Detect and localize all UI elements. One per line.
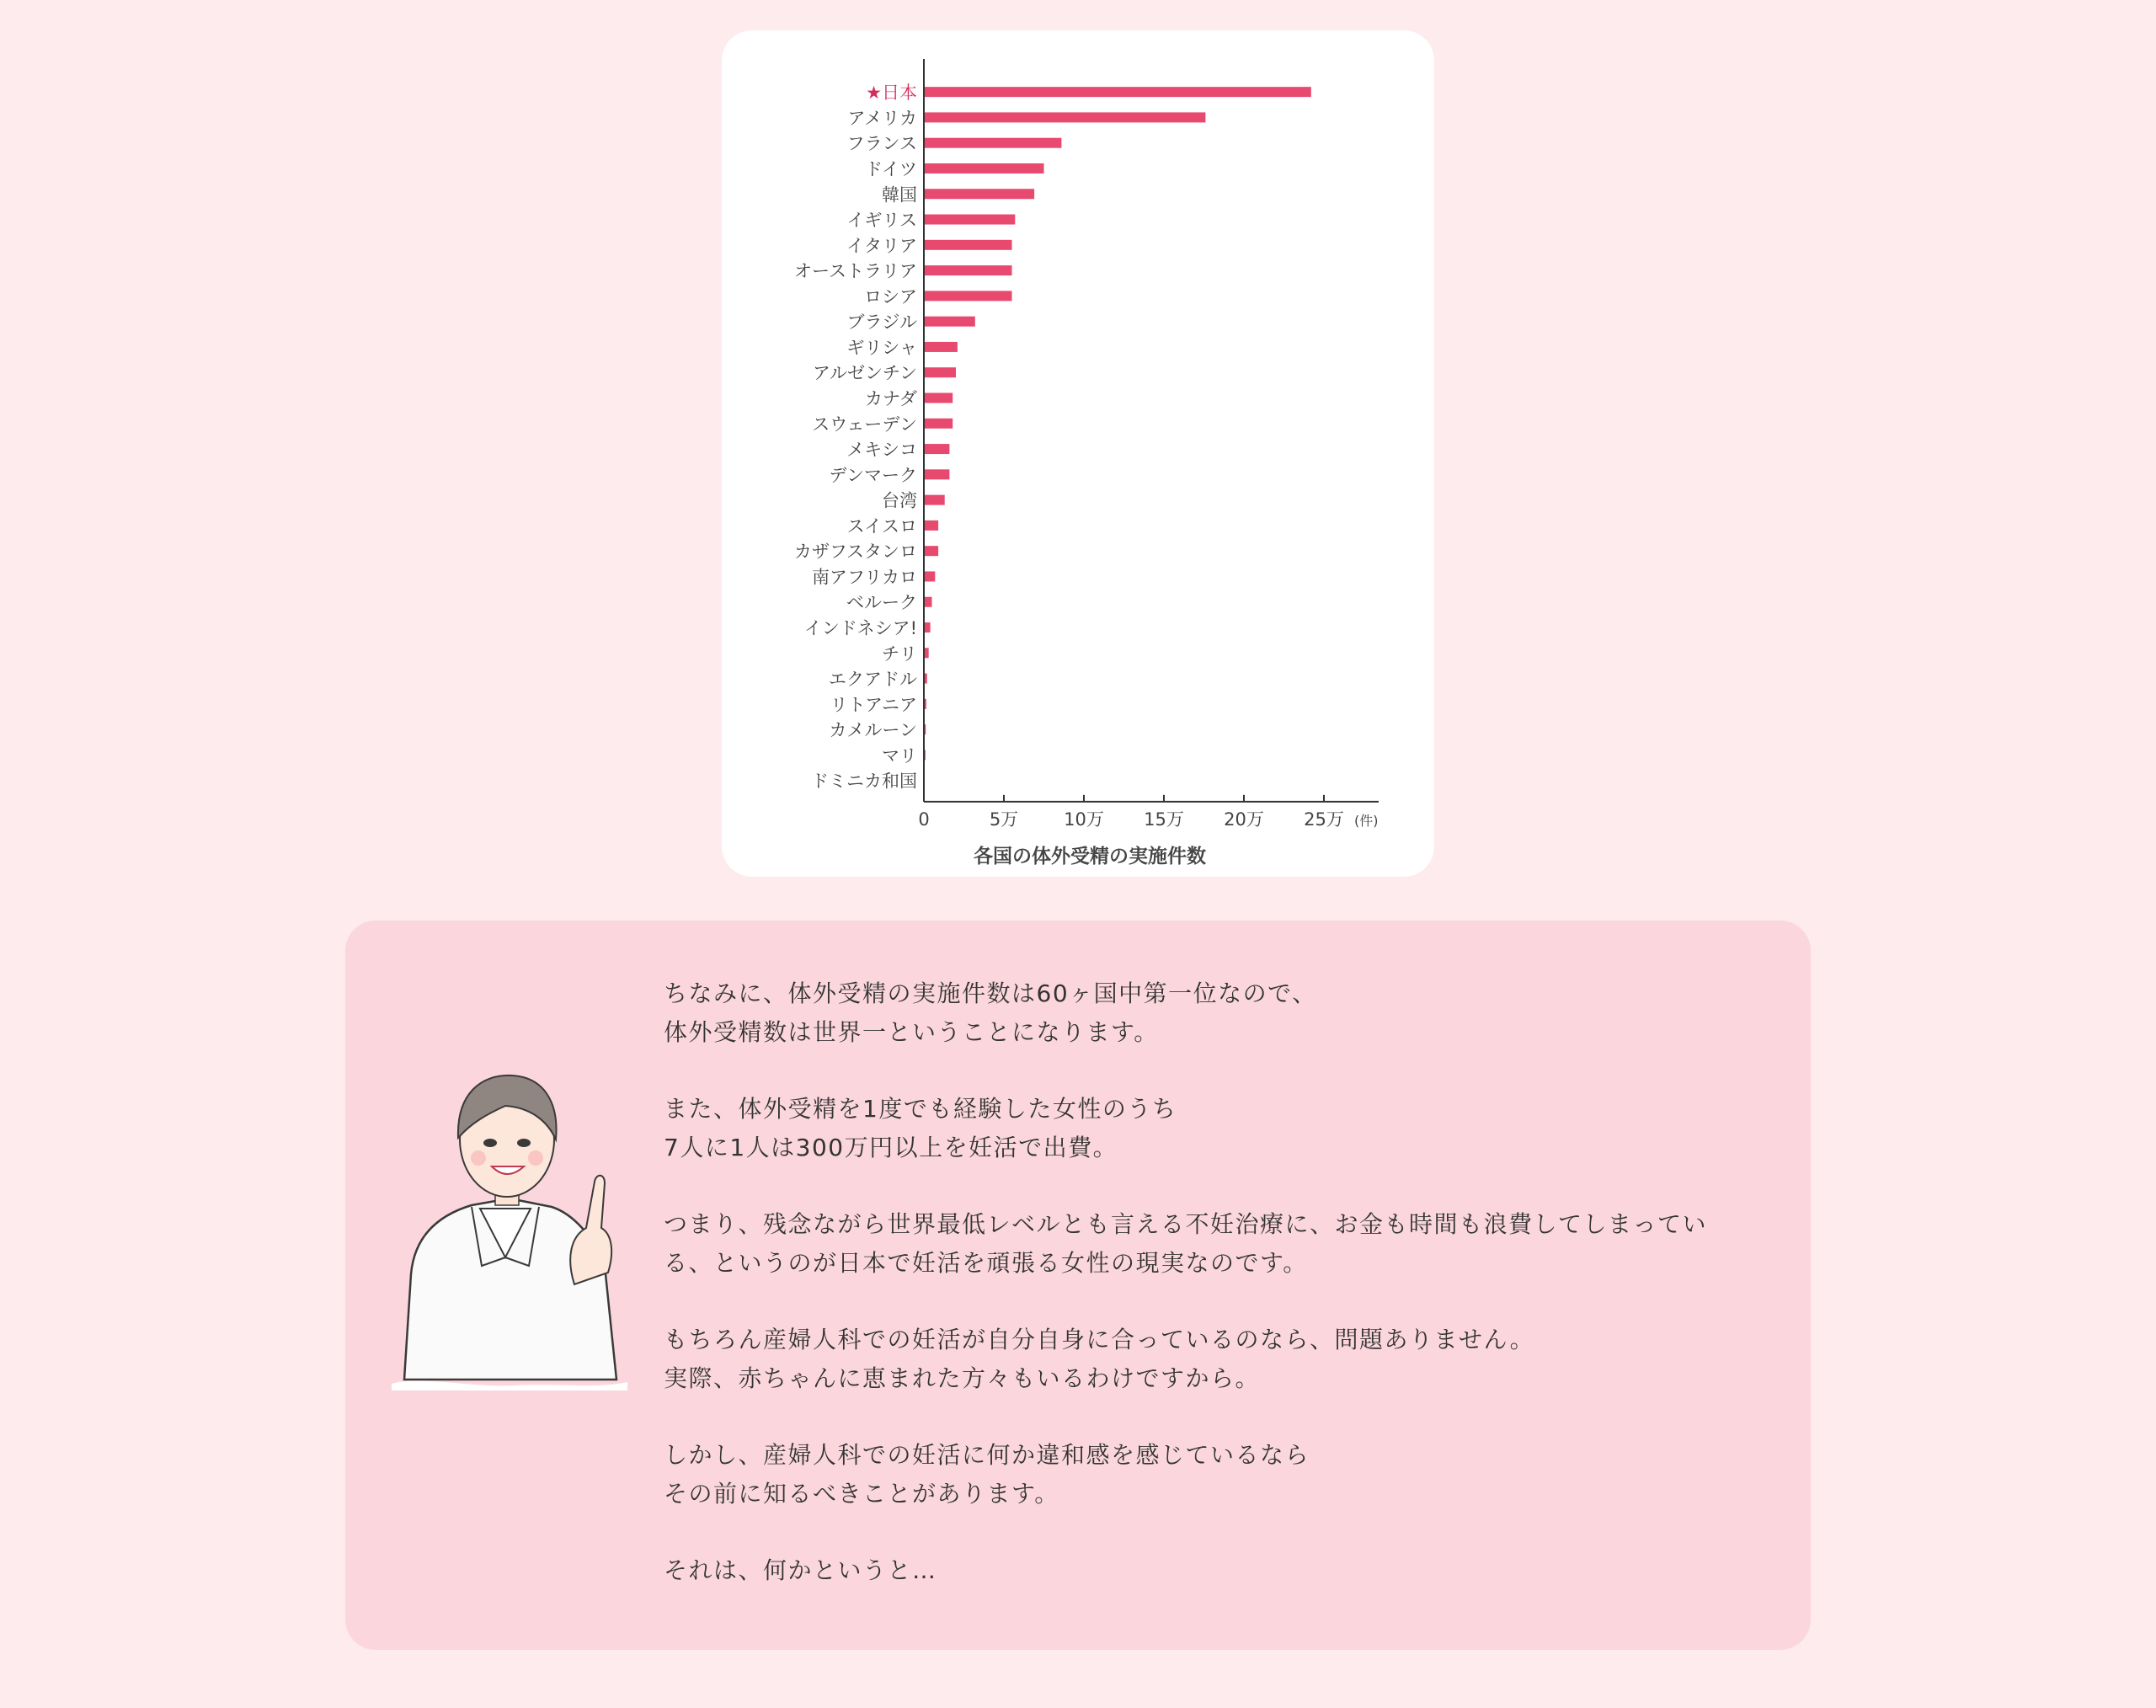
paragraph (664, 1090, 1750, 1167)
bar (924, 495, 945, 505)
x-tick-label: 15万 (1144, 809, 1184, 830)
category-label: ギリシャ (846, 337, 917, 358)
category-label: ブラジル (846, 312, 917, 333)
bar (924, 622, 931, 632)
text-line: 7人に1人は300万円以上を妊活で出費。 (664, 1134, 1118, 1161)
paragraph (664, 1321, 1750, 1398)
text-line: 体外受精数は世界一ということになります。 (664, 1018, 1159, 1046)
category-label: エクアドル (829, 669, 917, 690)
paragraph (664, 1551, 1750, 1590)
chart-card (722, 30, 1434, 877)
category-label: イギリス (846, 210, 917, 231)
category-label: オーストラリア (794, 261, 917, 282)
category-label: 南アフリカロ (812, 567, 917, 588)
bar (924, 240, 1012, 250)
text-line: その前に知るべきことがあります。 (664, 1480, 1059, 1508)
bar (924, 189, 1034, 199)
text-line: また、体外受精を1度でも経験した女性のうち (664, 1095, 1177, 1123)
category-label: 台湾 (882, 490, 917, 511)
x-tick-label: 0 (918, 809, 930, 830)
text-line: しかし、産婦人科での妊活に何か違和感を感じているなら (664, 1441, 1310, 1469)
category-label: マリ (882, 745, 917, 766)
x-tick-label: 20万 (1224, 809, 1264, 830)
category-label: フランス (846, 133, 917, 154)
bar (924, 419, 953, 429)
text-line: それは、何かというと… (664, 1556, 937, 1584)
category-label: イタリア (846, 235, 917, 256)
category-label-highlight: ★日本 (866, 83, 917, 104)
doctor-pointing-icon (387, 1055, 632, 1392)
bar (924, 112, 1205, 122)
ivf-bar-chart (722, 30, 1434, 877)
category-label: ベルーク (846, 592, 917, 613)
category-label: カメルーン (829, 720, 917, 741)
category-label: デンマーク (829, 465, 917, 486)
category-label: ドイツ (865, 158, 917, 179)
paragraph (664, 1436, 1750, 1513)
text-line: る、というのが日本で妊活を頑張る女性の現実なのです。 (664, 1249, 1308, 1277)
bar (924, 571, 935, 581)
category-label: カナダ (865, 388, 917, 409)
bar (924, 469, 949, 479)
message-card (345, 921, 1811, 1650)
bar (924, 367, 956, 377)
bar (924, 265, 1012, 275)
x-tick-label: 10万 (1064, 809, 1104, 830)
bar (924, 342, 958, 352)
bar (924, 87, 1311, 97)
category-label: スウェーデン (812, 414, 917, 435)
category-label: アルゼンチン (812, 363, 917, 384)
bar (924, 163, 1044, 173)
category-label: メキシコ (846, 440, 917, 461)
paragraph (664, 974, 1750, 1052)
x-tick-label: 25万 (1304, 809, 1344, 830)
category-label: リトアニア (830, 694, 917, 715)
bar (924, 597, 932, 607)
bar (924, 393, 953, 403)
bar (924, 520, 938, 531)
category-label: アメリカ (847, 108, 917, 129)
text-line: つまり、残念ながら世界最低レベルとも言える不妊治療に、お金も時間も浪費してしまってい (664, 1210, 1708, 1238)
bar (924, 444, 949, 454)
category-label: 韓国 (882, 184, 917, 205)
bar (924, 291, 1012, 301)
category-label: スイスロ (846, 515, 917, 536)
x-tick-label: 5万 (989, 809, 1019, 830)
text-line: 実際、赤ちゃんに恵まれた方々もいるわけですから。 (664, 1364, 1261, 1392)
bar (924, 138, 1061, 148)
chart-title: 各国の体外受精の実施件数 (974, 845, 1206, 867)
category-label: ドミニカ和国 (811, 771, 917, 792)
bar (924, 546, 938, 556)
paragraph (664, 1205, 1750, 1283)
message-text (664, 974, 1750, 1628)
category-label: インドネシア! (803, 618, 917, 639)
bar (924, 317, 975, 327)
text-line: ちなみに、体外受精の実施件数は60ヶ国中第一位なので、 (664, 979, 1317, 1007)
category-label: ロシア (864, 286, 917, 307)
bar (924, 215, 1015, 225)
category-label: チリ (882, 643, 917, 665)
x-axis-unit: (件) (1354, 812, 1379, 829)
text-line: もちろん産婦人科での妊活が自分自身に合っているのなら、問題ありません。 (664, 1326, 1535, 1353)
category-label: カザフスタンロ (793, 542, 917, 563)
